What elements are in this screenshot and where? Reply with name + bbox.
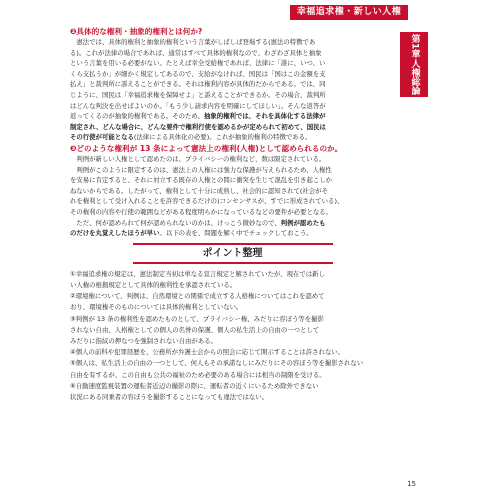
emphasis-text: その行使が可能となる — [70, 133, 134, 142]
point-summary-box — [70, 243, 395, 403]
section-heading-2: ❷具体的な権利・抽象的権利とは何か? — [70, 27, 203, 36]
paragraph-line — [70, 218, 395, 229]
list-item: ①幸福追求権の規定は、憲法制定当初は単なる宣言規定と解されていたが、現在では新し — [70, 269, 325, 278]
list-item: されない自由、人格権としての個人の名誉の保護、個人の私生活上の自由の一つとして — [70, 325, 320, 334]
list-item: い人権の根拠規定として具体的権利性を承認されている。 — [70, 280, 237, 289]
list-item: みだりに指紋の押なつを強制されない自由がある。 — [70, 336, 217, 345]
paragraph-line: 判例が新しい人権として認めたのは、プライバシーの権利など、数は限定されている。 — [76, 154, 326, 163]
text-span: (法律による具体化の必要)。これが抽象的権利の特徴である。 — [133, 133, 312, 142]
point-list — [70, 269, 395, 403]
chapter-label: 第1章 — [409, 34, 420, 59]
paragraph-line — [70, 122, 395, 133]
paragraph-line: 払え」と裁判所に訴えることができる。それは権利内容が具体的だからである。では、同 — [70, 80, 326, 89]
running-header: 幸福追求権・新しい人権 — [290, 5, 408, 20]
paragraph-line — [70, 228, 395, 239]
section-label: 人権総論 — [409, 58, 420, 95]
list-item: ④個人の前科や犯罪経歴を、公務所が弁護士会からの照会に応じて開示することは許されない。 — [70, 348, 345, 357]
list-item: 状況にある同乗者の容ぼうを撮影することになっても違法ではない。 — [70, 392, 269, 401]
paragraph-line: を安易に肯定すると、それに対立する既存の人権との間に衝突を生じて混乱を引き起こしか — [70, 176, 333, 185]
point-summary-title: ポイント整理 — [133, 243, 333, 264]
paragraph-line — [70, 111, 395, 122]
paragraph-line: れを権利として受け入れることを許容できるだけの)コンセンサスが、すでに形成されている)、 — [70, 197, 344, 206]
list-item: ⑥自動速度監視装置の運転者近辺の撮影の際に、運転者の近くにいるため除外できない — [70, 381, 319, 390]
emphasis-text: 制定され、どんな場合に、どんな要件で権利行使を認めるかが定められて初めて、国民は — [70, 122, 326, 131]
emphasis-text: 判例が認めたも — [280, 218, 326, 227]
chapter-side-tab — [400, 32, 428, 97]
section-heading-3: ❸どのような権利が 13 条によって憲法上の権利(人権)として認められるのか。 — [70, 143, 343, 153]
paragraph-line — [70, 132, 395, 143]
list-item: ③判例が 13 条の権利性を認めたものとして、プライバシー権、みだりに容ぼう等を撮影 — [70, 314, 324, 323]
emphasis-text: のだけを丸覚えしたほうが早い — [70, 229, 160, 238]
paragraph-line: ねないからである。したがって、権利として十分に成熟し、社会的に認知されて(社会がそ — [70, 186, 328, 195]
page-number: 15 — [407, 480, 416, 488]
paragraph-line: その権利の内容や行使の範囲などがある程度明らかになっているなどの要件が必要となる。 — [70, 207, 333, 216]
emphasis-text: 抽象的権利では、それを具体化する法律が — [203, 112, 326, 121]
text-span: 。以下の表を、問題を解く中でチェックしておこう。 — [159, 229, 313, 238]
paragraph-line: る)。これが法律の場合であれば、通常はすべて具体的権利なので、わざわざ具体と抽象 — [70, 48, 322, 57]
paragraph-line: じように、国民は「幸福追求権を保障せよ」と訴えることができるか。その場合、裁判所 — [70, 90, 326, 99]
text-span: 返ってくるのが抽象的権利である。そのため、 — [70, 112, 204, 121]
paragraph-line: 憲法では、具体的権利と抽象的権利という言葉がしばしば登場する(憲法の特徴であ — [76, 38, 316, 46]
list-item: ⑤個人は、私生活上の自由の一つとして、何人もその承諾なしにみだりにその容ぼう等を撮影されない — [70, 359, 364, 368]
main-content — [70, 26, 395, 406]
paragraph-line: くら支払うか」が細かく規定してあるので、支給がなければ、国民は「国はこの金額を支 — [70, 69, 326, 78]
paragraph-line: 判例がこのように限定するのは、憲法上の人権には強力な保護が与えられるため、人権性 — [76, 165, 332, 174]
list-item: ②環境権について、判例は、自然環境との関係で成立する人格権についてはこれを認めて — [70, 292, 325, 301]
list-item: おり、環境権そのものについては具体的権利としていない。 — [70, 303, 243, 312]
list-item: 自由を有するが、この自由も公共の福祉のため必要のある場合には相当の制限を受ける。 — [70, 370, 326, 379]
text-span: ただ、何が認められて何が認められないのかは、けっこう微妙なので、 — [76, 218, 281, 227]
paragraph-line: という言葉を用いる必要がない。たとえば幸全受給権であれば、法律に「誰に、いつ、い — [70, 59, 326, 68]
paragraph-line: はどんな判決を出せばよいのか。「もう少し請求内容を明確にしてほしい」。そんな返答が — [70, 101, 326, 110]
